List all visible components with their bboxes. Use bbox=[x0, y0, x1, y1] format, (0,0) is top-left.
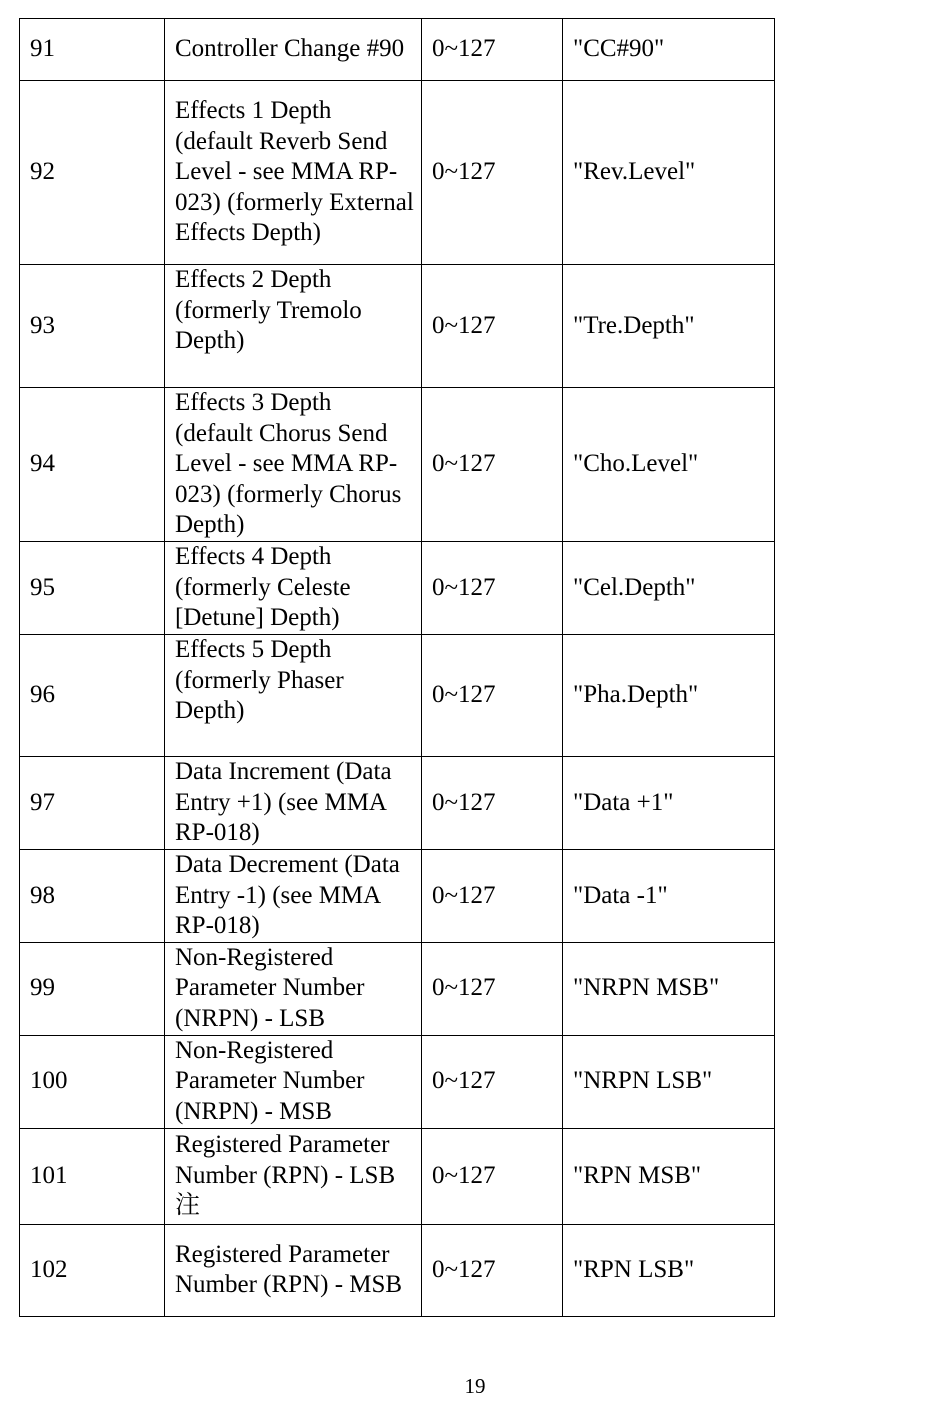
display-label: "Rev.Level" bbox=[563, 81, 775, 265]
table-row bbox=[20, 81, 775, 265]
value-range: 0~127 bbox=[422, 1224, 563, 1316]
table-row bbox=[20, 1128, 775, 1224]
value-range: 0~127 bbox=[422, 81, 563, 265]
controller-table-body bbox=[20, 19, 775, 1317]
value-range: 0~127 bbox=[422, 19, 563, 81]
value-range: 0~127 bbox=[422, 1128, 563, 1224]
controller-description: Effects 5 Depth (formerly Phaser Depth) bbox=[165, 635, 422, 757]
controller-description: Non-Registered Parameter Number (NRPN) - MSB bbox=[165, 1035, 422, 1128]
table-row bbox=[20, 19, 775, 81]
value-range: 0~127 bbox=[422, 388, 563, 542]
table-row bbox=[20, 388, 775, 542]
display-label: "Pha.Depth" bbox=[563, 635, 775, 757]
value-range: 0~127 bbox=[422, 635, 563, 757]
value-range: 0~127 bbox=[422, 542, 563, 635]
controller-number: 92 bbox=[20, 81, 165, 265]
table-row bbox=[20, 542, 775, 635]
display-label: "Cel.Depth" bbox=[563, 542, 775, 635]
controller-number: 101 bbox=[20, 1128, 165, 1224]
controller-number: 93 bbox=[20, 265, 165, 388]
controller-number: 94 bbox=[20, 388, 165, 542]
table-row bbox=[20, 942, 775, 1035]
table-row bbox=[20, 1035, 775, 1128]
controller-number: 99 bbox=[20, 942, 165, 1035]
controller-description: Data Increment (Data Entry +1) (see MMA RP-018) bbox=[165, 757, 422, 850]
table-row bbox=[20, 635, 775, 757]
controller-number: 97 bbox=[20, 757, 165, 850]
value-range: 0~127 bbox=[422, 850, 563, 943]
table-row bbox=[20, 1224, 775, 1316]
display-label: "NRPN MSB" bbox=[563, 942, 775, 1035]
display-label: "Data +1" bbox=[563, 757, 775, 850]
controller-description: Registered Parameter Number (RPN) - MSB bbox=[165, 1224, 422, 1316]
controller-description: Controller Change #90 bbox=[165, 19, 422, 81]
value-range: 0~127 bbox=[422, 942, 563, 1035]
controller-number: 100 bbox=[20, 1035, 165, 1128]
display-label: "Tre.Depth" bbox=[563, 265, 775, 388]
page-number: 19 bbox=[464, 1374, 486, 1398]
controller-description: Data Decrement (Data Entry -1) (see MMA RP-018) bbox=[165, 850, 422, 943]
controller-description: Effects 3 Depth (default Chorus Send Level - see MMA RP-023) (formerly Chorus Depth) bbox=[165, 388, 422, 542]
controller-number: 96 bbox=[20, 635, 165, 757]
controller-number: 95 bbox=[20, 542, 165, 635]
display-label: "RPN LSB" bbox=[563, 1224, 775, 1316]
value-range: 0~127 bbox=[422, 757, 563, 850]
table-row bbox=[20, 265, 775, 388]
display-label: "RPN MSB" bbox=[563, 1128, 775, 1224]
display-label: "Cho.Level" bbox=[563, 388, 775, 542]
table-row bbox=[20, 850, 775, 943]
controller-number: 98 bbox=[20, 850, 165, 943]
controller-description: Effects 2 Depth (formerly Tremolo Depth) bbox=[165, 265, 422, 388]
controller-number: 102 bbox=[20, 1224, 165, 1316]
controller-description: Effects 4 Depth (formerly Celeste [Detune] Depth) bbox=[165, 542, 422, 635]
display-label: "CC#90" bbox=[563, 19, 775, 81]
controller-description: Non-Registered Parameter Number (NRPN) - LSB bbox=[165, 942, 422, 1035]
controller-number: 91 bbox=[20, 19, 165, 81]
value-range: 0~127 bbox=[422, 1035, 563, 1128]
controller-description: Registered Parameter Number (RPN) - LSB 注 bbox=[165, 1128, 422, 1224]
table-row bbox=[20, 757, 775, 850]
controller-description: Effects 1 Depth (default Reverb Send Level - see MMA RP-023) (formerly External Effects Depth) bbox=[165, 81, 422, 265]
display-label: "NRPN LSB" bbox=[563, 1035, 775, 1128]
value-range: 0~127 bbox=[422, 265, 563, 388]
display-label: "Data -1" bbox=[563, 850, 775, 943]
controller-table bbox=[19, 18, 775, 1317]
